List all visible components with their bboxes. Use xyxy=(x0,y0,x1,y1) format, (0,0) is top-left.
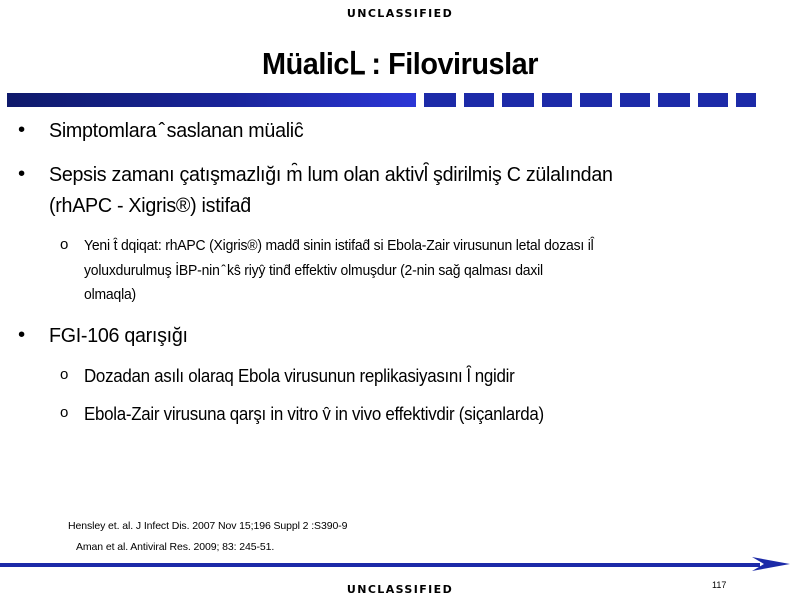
classification-top: UNCLASSIFIED xyxy=(346,7,454,20)
reference-hensley: Hensley et. al. J Infect Dis. 2007 Nov 15;196 Suppl 2 :S390-9 xyxy=(68,520,348,532)
bullet-sepsis-line2: (rhAPC - Xigris®) istifad̑ xyxy=(49,194,251,217)
title-underline-blocks xyxy=(424,93,756,107)
bullet-marker: • xyxy=(18,323,26,346)
bullet-fgi106: FGI-106 qarışığı xyxy=(49,324,188,347)
sub-bullet-marker: o xyxy=(60,236,69,253)
arrow-right-icon xyxy=(748,555,792,578)
sub-bullet-marker: o xyxy=(60,366,69,383)
sub-bullet-research-line2: yoluxdurulmuş İBP-nin ̂ ks̑ riyy̑ tind̑ effektiv olmuşdur (2-nin sağ qalması daxil xyxy=(84,262,543,279)
sub-bullet-research-line3: olmaqla) xyxy=(84,286,137,303)
sub-bullet-research-line1: Yeni t̑ dqiqat: rhAPC (Xigris®) madd̑ sinin istifad̑ si Ebola-Zair virusunun letal dozası il̑ xyxy=(84,237,594,254)
page-number: 117 xyxy=(712,580,727,590)
sub-bullet-marker: o xyxy=(60,404,69,421)
sub-bullet-dose: Dozadan asılı olaraq Ebola virusunun replikasiyasını l̑ ngidir xyxy=(84,366,515,386)
bullet-marker: • xyxy=(18,162,26,185)
slide-title: MüalicԼ : Filoviruslar xyxy=(262,46,538,81)
title-underline-bar xyxy=(7,93,416,107)
classification-bottom: UNCLASSIFIED xyxy=(346,583,454,596)
bullet-sepsis-line1: Sepsis zamanı çatışmazlığı m̑ lum olan aktivl̑ şdirilmiş C zülalından xyxy=(49,163,613,186)
reference-aman: Aman et al. Antiviral Res. 2009; 83: 245-51. xyxy=(76,541,275,553)
bullet-symptomatic: Simptomlara ̂ saslanan müalic̑ xyxy=(49,119,304,142)
footer-line xyxy=(0,563,760,567)
bullet-marker: • xyxy=(18,118,26,141)
sub-bullet-efficacy: Ebola-Zair virusuna qarşı in vitro v̑ in vivo effektivdir (siçanlarda) xyxy=(84,404,544,424)
